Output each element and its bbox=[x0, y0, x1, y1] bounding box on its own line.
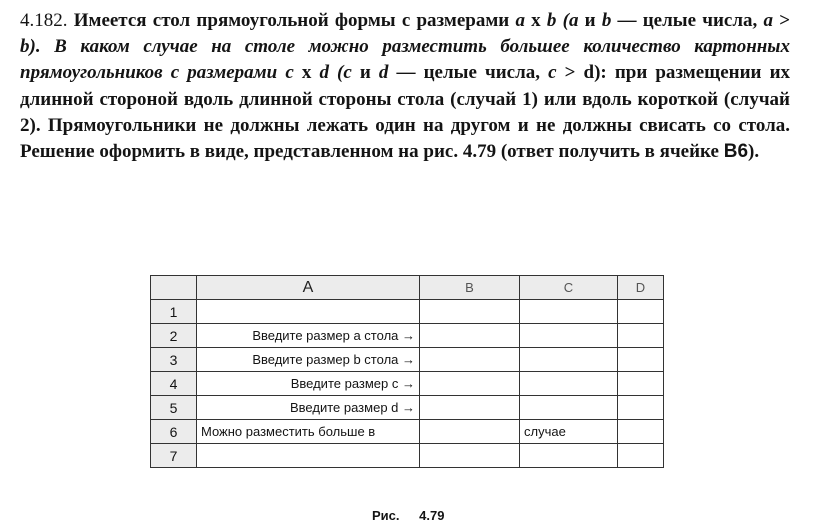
cell-b3 bbox=[420, 348, 520, 372]
cell-c2 bbox=[520, 324, 618, 348]
cell-c4 bbox=[520, 372, 618, 396]
cell-d2 bbox=[618, 324, 664, 348]
var-a: a bbox=[568, 10, 579, 31]
cell-reference: B6 bbox=[723, 141, 749, 163]
cell-b1 bbox=[420, 300, 520, 324]
cell-b4 bbox=[420, 372, 520, 396]
problem-text-part: — целые числа, bbox=[388, 62, 549, 84]
var-a: a bbox=[515, 10, 525, 31]
cell-c3 bbox=[520, 348, 618, 372]
row-header: 4 bbox=[151, 372, 197, 396]
spreadsheet-figure bbox=[150, 275, 664, 468]
var-a: a bbox=[763, 10, 773, 31]
row-header: 1 bbox=[151, 300, 197, 324]
var-d: d bbox=[378, 62, 389, 84]
row-header: 6 bbox=[151, 420, 197, 444]
problem-text-part: Имеется стол прямоугольной формы с размерами bbox=[73, 10, 516, 31]
problem-text-part: ( bbox=[556, 10, 569, 31]
row-header: 7 bbox=[151, 444, 197, 468]
var-d: d bbox=[319, 62, 329, 84]
cell-a1 bbox=[197, 300, 420, 324]
column-header-a: A bbox=[197, 276, 420, 300]
cell-b7 bbox=[420, 444, 520, 468]
problem-text-part: и bbox=[351, 62, 379, 84]
figure-caption: Рис. 4.79 bbox=[372, 508, 445, 523]
var-b: b bbox=[601, 10, 612, 31]
table-row bbox=[151, 420, 664, 444]
problem-text-part: > bbox=[772, 10, 791, 31]
cell-d5 bbox=[618, 396, 664, 420]
times-sign: x bbox=[524, 10, 547, 31]
cell-a2: Введите размер a стола → bbox=[197, 324, 420, 348]
var-b: b bbox=[20, 36, 30, 58]
problem-number: 4.182. bbox=[20, 10, 68, 31]
table-row bbox=[151, 324, 664, 348]
problem-text-part: > d): при размещении их длинной стороной вдоль длинной стороны стола (случай 1) или вдоль короткой (случай 2). Прямоугольники не должны лежать один на другом и не должны свисать со стола. Решение оформить в виде, представленном на рис. 4.79 (ответ получить в ячейке bbox=[20, 62, 791, 163]
row-header: 5 bbox=[151, 396, 197, 420]
column-header-row bbox=[151, 276, 664, 300]
cell-a5: Введите размер d → bbox=[197, 396, 420, 420]
cell-d7 bbox=[618, 444, 664, 468]
cell-b2 bbox=[420, 324, 520, 348]
table-row bbox=[151, 396, 664, 420]
cell-b6 bbox=[420, 420, 520, 444]
cell-c5 bbox=[520, 396, 618, 420]
row-header: 3 bbox=[151, 348, 197, 372]
column-header-c: C bbox=[520, 276, 618, 300]
problem-text bbox=[20, 8, 790, 165]
cell-d6 bbox=[618, 420, 664, 444]
cell-a4: Введите размер c → bbox=[197, 372, 420, 396]
problem-text-part: ). bbox=[748, 141, 760, 163]
var-c: c bbox=[548, 62, 557, 84]
cell-a6: Можно разместить больше в bbox=[197, 420, 420, 444]
cell-c1 bbox=[520, 300, 618, 324]
var-c: c bbox=[343, 62, 352, 84]
problem-text-part: — целые числа, bbox=[611, 10, 764, 31]
row-header: 2 bbox=[151, 324, 197, 348]
var-c: c bbox=[285, 62, 294, 84]
column-header-d: D bbox=[618, 276, 664, 300]
cell-b5 bbox=[420, 396, 520, 420]
var-b: b bbox=[546, 10, 557, 31]
cell-d1 bbox=[618, 300, 664, 324]
table-row bbox=[151, 444, 664, 468]
corner-cell bbox=[151, 276, 197, 300]
cell-a7 bbox=[197, 444, 420, 468]
cell-a3: Введите размер b стола → bbox=[197, 348, 420, 372]
problem-text-part: и bbox=[578, 10, 602, 31]
cell-d4 bbox=[618, 372, 664, 396]
table-row bbox=[151, 348, 664, 372]
cell-c6: случае bbox=[520, 420, 618, 444]
column-header-b: B bbox=[420, 276, 520, 300]
cell-c7 bbox=[520, 444, 618, 468]
times-sign: x bbox=[293, 62, 320, 84]
problem-text-part: ( bbox=[328, 62, 344, 84]
table-row bbox=[151, 372, 664, 396]
problem-text-part: ). В каком случае на столе можно разместить большее количество картонных прямоугольников с размерами bbox=[20, 36, 790, 84]
table-row bbox=[151, 300, 664, 324]
cell-d3 bbox=[618, 348, 664, 372]
